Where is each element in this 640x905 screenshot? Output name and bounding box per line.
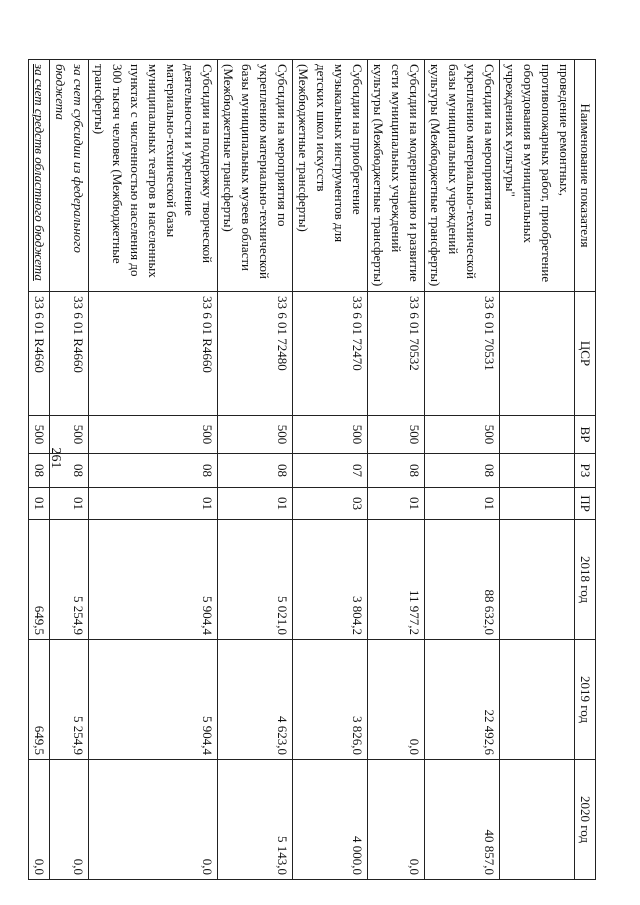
cell-y2019: 4 623,0 <box>218 640 293 760</box>
budget-table <box>28 59 596 880</box>
cell-y2018 <box>500 520 575 640</box>
cell-y2018: 88 632,0 <box>425 520 500 640</box>
table-row <box>425 60 500 880</box>
header-pr: ПР <box>575 488 596 520</box>
page-number: 261 <box>48 447 63 469</box>
cell-vr: 500 <box>293 416 368 454</box>
cell-name: Субсидии на мероприятия по укреплению материально-технической базы муниципальных учреждений культуры (Межбюджетные трансферты) <box>425 60 500 292</box>
cell-y2019: 649,5 <box>29 640 50 760</box>
cell-y2019: 22 492,6 <box>425 640 500 760</box>
cell-rz: 07 <box>293 454 368 488</box>
table-row <box>50 60 89 880</box>
cell-y2018: 5 021,0 <box>218 520 293 640</box>
table-row <box>293 60 368 880</box>
cell-name: за счет субсидии из федерального бюджета <box>50 60 89 292</box>
cell-y2020: 0,0 <box>50 760 89 880</box>
cell-name: Субсидии на модернизацию и развитие сети муниципальных учреждений культуры (Межбюджетные трансферты) <box>368 60 425 292</box>
table-header-row <box>575 60 596 880</box>
header-vr: ВР <box>575 416 596 454</box>
cell-name: Субсидии на мероприятия по укреплению материально-технической базы муниципальных музеев области (Межбюджетные трансферты) <box>218 60 293 292</box>
cell-vr: 500 <box>29 416 50 454</box>
header-2018: 2018 год <box>575 520 596 640</box>
cell-y2019: 5 254,9 <box>50 640 89 760</box>
cell-rz: 08 <box>29 454 50 488</box>
cell-pr: 01 <box>368 488 425 520</box>
cell-name: за счет средств областного бюджета <box>29 60 50 292</box>
cell-pr: 01 <box>29 488 50 520</box>
cell-y2019: 5 904,4 <box>89 640 218 760</box>
cell-pr <box>500 488 575 520</box>
cell-rz: 08 <box>218 454 293 488</box>
table-row <box>500 60 575 880</box>
cell-y2020: 40 857,0 <box>425 760 500 880</box>
cell-pr: 03 <box>293 488 368 520</box>
cell-y2018: 5 904,4 <box>89 520 218 640</box>
cell-name: проведение ремонтных, противопожарных работ, приобретение оборудования в муниципальных учреждениях культуры" <box>500 60 575 292</box>
cell-y2020: 0,0 <box>89 760 218 880</box>
cell-y2020 <box>500 760 575 880</box>
cell-csr: 33 6 01 R4660 <box>29 292 50 416</box>
header-2020: 2020 год <box>575 760 596 880</box>
cell-csr <box>500 292 575 416</box>
cell-pr: 01 <box>50 488 89 520</box>
cell-name: Субсидии на приобретение музыкальных инструментов для детских школ искусств (Межбюджетные трансферты) <box>293 60 368 292</box>
cell-y2018: 5 254,9 <box>50 520 89 640</box>
cell-csr: 33 6 01 72470 <box>293 292 368 416</box>
cell-vr: 500 <box>218 416 293 454</box>
table-row <box>89 60 218 880</box>
cell-rz: 08 <box>89 454 218 488</box>
cell-y2018: 649,5 <box>29 520 50 640</box>
cell-csr: 33 6 01 70532 <box>368 292 425 416</box>
cell-pr: 01 <box>425 488 500 520</box>
cell-y2019 <box>500 640 575 760</box>
cell-name: Субсидии на поддержку творческой деятельности и укрепление материально-технической базы муниципальных театров в населенных пунктах с численностью населения до 300 тысяч человек (Межбюджетные трансферты) <box>89 60 218 292</box>
cell-y2020: 0,0 <box>29 760 50 880</box>
cell-vr: 500 <box>368 416 425 454</box>
cell-rz <box>500 454 575 488</box>
cell-y2020: 0,0 <box>368 760 425 880</box>
cell-csr: 33 6 01 70531 <box>425 292 500 416</box>
header-2019: 2019 год <box>575 640 596 760</box>
cell-y2019: 0,0 <box>368 640 425 760</box>
cell-y2018: 11 977,2 <box>368 520 425 640</box>
cell-pr: 01 <box>89 488 218 520</box>
cell-y2019: 3 826,0 <box>293 640 368 760</box>
table-body <box>29 60 575 880</box>
table-row <box>218 60 293 880</box>
cell-rz: 08 <box>368 454 425 488</box>
cell-csr: 33 6 01 R4660 <box>50 292 89 416</box>
cell-rz: 08 <box>425 454 500 488</box>
cell-vr <box>500 416 575 454</box>
table-row <box>368 60 425 880</box>
cell-y2020: 4 000,0 <box>293 760 368 880</box>
cell-vr: 500 <box>425 416 500 454</box>
header-csr: ЦСР <box>575 292 596 416</box>
cell-csr: 33 6 01 72480 <box>218 292 293 416</box>
header-rz: РЗ <box>575 454 596 488</box>
cell-csr: 33 6 01 R4660 <box>89 292 218 416</box>
cell-pr: 01 <box>218 488 293 520</box>
cell-rz: 08 <box>50 454 89 488</box>
table-row <box>29 60 50 880</box>
cell-y2020: 5 143,0 <box>218 760 293 880</box>
cell-vr: 500 <box>50 416 89 454</box>
header-name: Наименование показателя <box>575 60 596 292</box>
cell-vr: 500 <box>89 416 218 454</box>
cell-y2018: 3 804,2 <box>293 520 368 640</box>
